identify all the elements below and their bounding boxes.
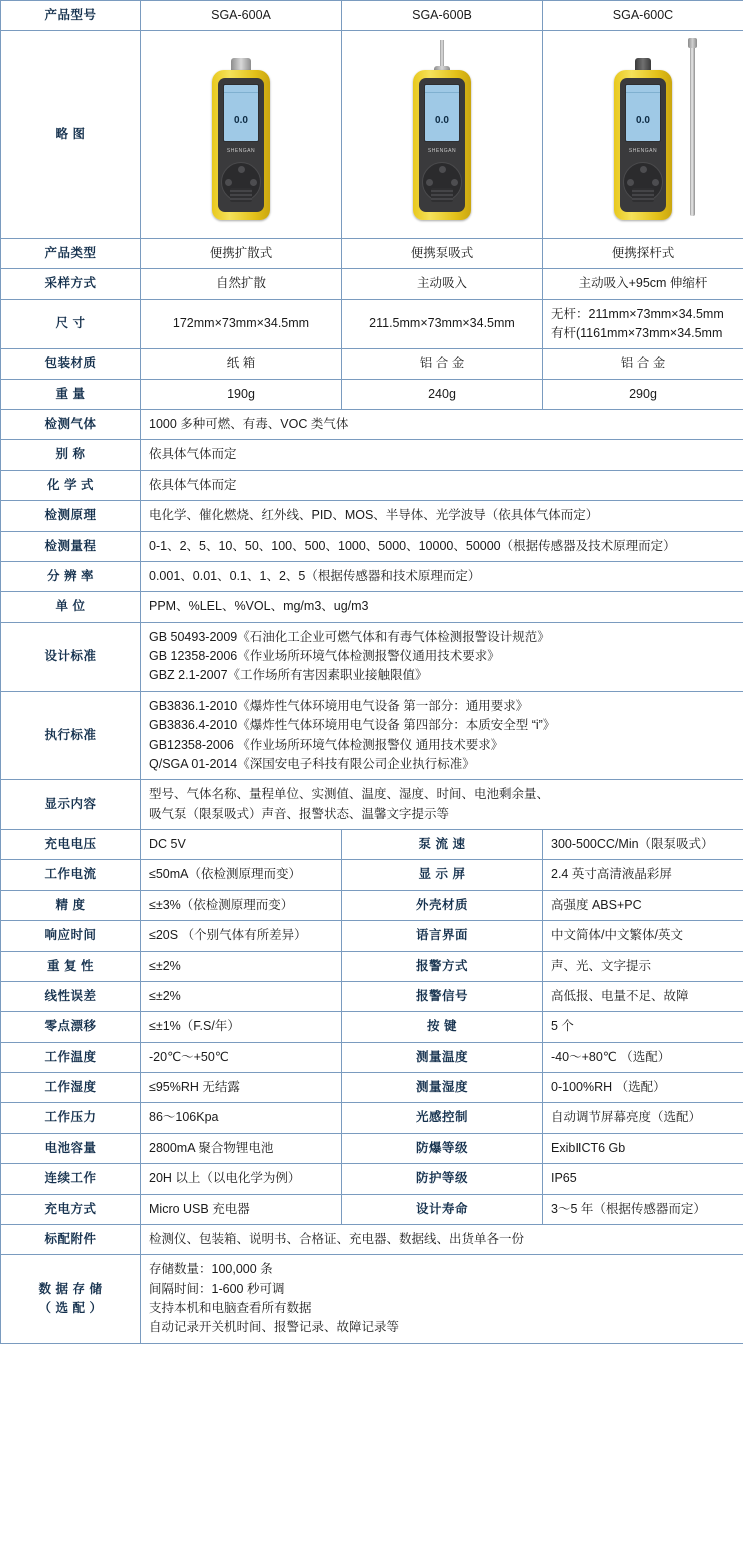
display-content-line-1: 型号、气体名称、量程单位、实测值、温度、湿度、时间、电池剩余量、 [149, 787, 550, 802]
table-row-repeatability [1, 951, 743, 981]
size-c-line2: 有杆(1161mm×73mm×34.5mm [551, 325, 723, 340]
table-row-weight [1, 379, 743, 409]
table-row-range [1, 531, 743, 561]
device-face [419, 78, 465, 212]
table-row-working-current [1, 860, 743, 890]
row-label-principle: 检测原理 [1, 501, 141, 531]
row-label-illustration: 略 图 [1, 31, 141, 238]
sampling-c: 主动吸入+95cm 伸缩杆 [543, 269, 743, 299]
screen-reading-b: 0.0 [435, 115, 449, 127]
row-label-product-type: 产品类型 [1, 238, 141, 268]
table-row-working-humidity [1, 1073, 743, 1103]
product-type-c: 便携探杆式 [543, 238, 743, 268]
table-row-response-time [1, 921, 743, 951]
row-label-working-temperature: 工作温度 [1, 1042, 141, 1072]
sampling-b: 主动吸入 [342, 269, 543, 299]
row-label-keys: 按 键 [342, 1012, 543, 1042]
accessories-value: 检测仪、包装箱、说明书、合格证、充电器、数据线、出货单各一份 [141, 1224, 743, 1254]
portable-diffusion-detector-icon [181, 36, 301, 226]
device-brand-a: SHENGAN [226, 148, 256, 155]
screen-topbar [224, 85, 258, 93]
table-row-working-temperature [1, 1042, 743, 1072]
alarm-signal-value: 高低报、电量不足、故障 [543, 981, 743, 1011]
row-label-accessories: 标配附件 [1, 1224, 141, 1254]
zero-drift-value: ≤±1%（F.S/年） [141, 1012, 342, 1042]
device-screen [625, 84, 661, 142]
row-label-execution-standard: 执行标准 [1, 691, 141, 780]
packing-a: 纸 箱 [141, 349, 342, 379]
working-pressure-value: 86～106Kpa [141, 1103, 342, 1133]
row-label-alarm-signal: 报警信号 [342, 981, 543, 1011]
key-up [640, 166, 647, 173]
row-label-alias: 别 称 [1, 440, 141, 470]
row-label-range: 检测量程 [1, 531, 141, 561]
language-value: 中文简体/中文繁体/英文 [543, 921, 743, 951]
device-brand-b: SHENGAN [427, 148, 457, 155]
design-standard-line-1: GB 50493-2009《石油化工企业可燃气体和有毒气体检测报警设计规范》 [149, 629, 550, 644]
table-row-unit [1, 592, 743, 622]
display-content-value [141, 780, 743, 830]
range-value: 0-1、2、5、10、50、100、500、1000、5000、10000、50000（根据传感器及技术原理而定） [141, 531, 743, 561]
table-row-resolution [1, 561, 743, 591]
table-row-zero-drift [1, 1012, 743, 1042]
charging-mode-value: Micro USB 充电器 [141, 1194, 342, 1224]
repeatability-value: ≤±2% [141, 951, 342, 981]
row-label-charge-voltage: 充电电压 [1, 830, 141, 860]
charge-voltage-value: DC 5V [141, 830, 342, 860]
table-row-model [1, 1, 743, 31]
row-label-design-standard: 设计标准 [1, 622, 141, 691]
probe-tip [688, 38, 697, 48]
device-image-b [342, 31, 543, 238]
row-label-battery-capacity: 电池容量 [1, 1133, 141, 1163]
principle-value: 电化学、催化燃烧、红外线、PID、MOS、半导体、光学波导（依具体气体而定） [141, 501, 743, 531]
table-row-display-content [1, 780, 743, 830]
measure-temperature-value: -40～+80℃ （选配） [543, 1042, 743, 1072]
row-label-display-screen: 显 示 屏 [342, 860, 543, 890]
screen-topbar [425, 85, 459, 93]
resolution-value: 0.001、0.01、0.1、1、2、5（根据传感器和技术原理而定） [141, 561, 743, 591]
row-label-measure-humidity: 测量湿度 [342, 1073, 543, 1103]
row-label-explosion-proof: 防爆等级 [342, 1133, 543, 1163]
row-label-light-control: 光感控制 [342, 1103, 543, 1133]
device-screen [223, 84, 259, 142]
product-type-a: 便携扩散式 [141, 238, 342, 268]
packing-b: 铝 合 金 [342, 349, 543, 379]
table-row-linearity-error [1, 981, 743, 1011]
row-label-linearity-error: 线性误差 [1, 981, 141, 1011]
table-row-battery-capacity [1, 1133, 743, 1163]
row-label-weight: 重 量 [1, 379, 141, 409]
row-label-size: 尺 寸 [1, 299, 141, 349]
row-label-charging-mode: 充电方式 [1, 1194, 141, 1224]
weight-b: 240g [342, 379, 543, 409]
execution-standard-line-2: GB3836.4-2010《爆炸性气体环境用电气设备 第四部分：本质安全型 “i”》 [149, 718, 556, 733]
device-face [620, 78, 666, 212]
linearity-error-value: ≤±2% [141, 981, 342, 1011]
row-label-shell-material: 外壳材质 [342, 890, 543, 920]
packing-c: 铝 合 金 [543, 349, 743, 379]
row-label-response-time: 响应时间 [1, 921, 141, 951]
key-right [250, 179, 257, 186]
row-label-zero-drift: 零点漂移 [1, 1012, 141, 1042]
light-control-value: 自动调节屏幕亮度（选配） [543, 1103, 743, 1133]
device-body [614, 70, 672, 220]
row-label-detect-gas: 检测气体 [1, 410, 141, 440]
key-right [451, 179, 458, 186]
table-row-accuracy [1, 890, 743, 920]
device-face [218, 78, 264, 212]
measure-humidity-value: 0-100%RH （选配） [543, 1073, 743, 1103]
device-body [212, 70, 270, 220]
device-screen [424, 84, 460, 142]
row-label-pump-flow: 泵 流 速 [342, 830, 543, 860]
model-a: SGA-600A [141, 1, 342, 31]
execution-standard-line-3: GB12358-2006 《作业场所环境气体检测报警仪 通用技术要求》 [149, 737, 504, 752]
shell-material-value: 高强度 ABS+PC [543, 890, 743, 920]
table-row-charge-voltage [1, 830, 743, 860]
battery-capacity-value: 2800mA 聚合物锂电池 [141, 1133, 342, 1163]
table-row-data-storage [1, 1255, 743, 1344]
pump-flow-value: 300-500CC/Min（限泵吸式） [543, 830, 743, 860]
device-image-a [141, 31, 342, 238]
model-c: SGA-600C [543, 1, 743, 31]
keys-value: 5 个 [543, 1012, 743, 1042]
protection-grade-value: IP65 [543, 1164, 743, 1194]
sampling-a: 自然扩散 [141, 269, 342, 299]
working-humidity-value: ≤95%RH 无结露 [141, 1073, 342, 1103]
portable-pump-detector-icon [382, 36, 502, 226]
table-row-formula [1, 470, 743, 500]
device-grill [632, 188, 654, 202]
table-row-design-standard [1, 622, 743, 691]
row-label-measure-temperature: 测量温度 [342, 1042, 543, 1072]
data-storage-line-2: 间隔时间：1-600 秒可调 [149, 1281, 285, 1296]
design-standard-line-3: GBZ 2.1-2007《工作场所有害因素职业接触限值》 [149, 668, 428, 683]
row-label-working-humidity: 工作湿度 [1, 1073, 141, 1103]
key-up [439, 166, 446, 173]
weight-a: 190g [141, 379, 342, 409]
screen-reading-c: 0.0 [636, 115, 650, 127]
accuracy-value: ≤±3%（依检测原理而变） [141, 890, 342, 920]
data-storage-line-1: 存储数量：100,000 条 [149, 1262, 273, 1277]
row-label-language: 语言界面 [342, 921, 543, 951]
row-label-working-pressure: 工作压力 [1, 1103, 141, 1133]
key-left [627, 179, 634, 186]
alarm-mode-value: 声、光、文字提示 [543, 951, 743, 981]
device-brand-c: SHENGAN [628, 148, 658, 155]
product-type-b: 便携泵吸式 [342, 238, 543, 268]
key-right [652, 179, 659, 186]
table-row-size [1, 299, 743, 349]
row-label-formula: 化 学 式 [1, 470, 141, 500]
table-row-detect-gas [1, 410, 743, 440]
table-row-packing [1, 349, 743, 379]
data-storage-line-3: 支持本机和电脑查看所有数据 [149, 1301, 312, 1315]
row-label-working-current: 工作电流 [1, 860, 141, 890]
formula-value: 依具体气体而定 [141, 470, 743, 500]
size-c [543, 299, 743, 349]
telescopic-probe-rod [690, 44, 695, 216]
data-storage-label-line-1: 数 据 存 储 [38, 1281, 103, 1296]
execution-standard-line-4: Q/SGA 01-2014《深国安电子科技有限公司企业执行标准》 [149, 756, 475, 771]
row-label-resolution: 分 辨 率 [1, 561, 141, 591]
detect-gas-value: 1000 多种可燃、有毒、VOC 类气体 [141, 410, 743, 440]
working-current-value: ≤50mA（依检测原理而变） [141, 860, 342, 890]
display-content-line-2: 吸气泵（限泵吸式）声音、报警状态、温馨文字提示等 [149, 806, 450, 821]
display-screen-value: 2.4 英寸高清液晶彩屏 [543, 860, 743, 890]
alias-value: 依具体气体而定 [141, 440, 743, 470]
device-grill [230, 188, 252, 202]
row-label-display-content: 显示内容 [1, 780, 141, 830]
working-temperature-value: -20℃～+50℃ [141, 1042, 342, 1072]
unit-value: PPM、%LEL、%VOL、mg/m3、ug/m3 [141, 592, 743, 622]
response-time-value: ≤20S （个别气体有所差异） [141, 921, 342, 951]
screen-reading-a: 0.0 [234, 115, 248, 127]
row-label-packing: 包装材质 [1, 349, 141, 379]
row-label-continuous-work: 连续工作 [1, 1164, 141, 1194]
table-row-working-pressure [1, 1103, 743, 1133]
table-row-accessories [1, 1224, 743, 1254]
key-up [238, 166, 245, 173]
design-life-value: 3～5 年（根据传感器而定） [543, 1194, 743, 1224]
size-a: 172mm×73mm×34.5mm [141, 299, 342, 349]
table-row-charging-mode [1, 1194, 743, 1224]
weight-c: 290g [543, 379, 743, 409]
design-standard-value [141, 622, 743, 691]
row-label-unit: 单 位 [1, 592, 141, 622]
continuous-work-value: 20H 以上（以电化学为例） [141, 1164, 342, 1194]
screen-topbar [626, 85, 660, 93]
data-storage-label-line-2: （ 选 配 ） [38, 1301, 103, 1315]
data-storage-line-4: 自动记录开关机时间、报警记录、故障记录等 [149, 1320, 400, 1335]
size-b: 211.5mm×73mm×34.5mm [342, 299, 543, 349]
key-left [225, 179, 232, 186]
row-label-model: 产品型号 [1, 1, 141, 31]
table-row-principle [1, 501, 743, 531]
row-label-sampling: 采样方式 [1, 269, 141, 299]
table-row-execution-standard [1, 691, 743, 780]
size-c-line1: 无杆：211mm×73mm×34.5mm [551, 306, 724, 321]
row-label-design-life: 设计寿命 [342, 1194, 543, 1224]
execution-standard-line-1: GB3836.1-2010《爆炸性气体环境用电气设备 第一部分：通用要求》 [149, 698, 529, 713]
row-label-data-storage [1, 1255, 141, 1344]
table-row-product-type [1, 238, 743, 268]
key-left [426, 179, 433, 186]
model-b: SGA-600B [342, 1, 543, 31]
device-image-c [543, 31, 743, 238]
explosion-proof-value: ExibⅡCT6 Gb [543, 1133, 743, 1163]
device-grill [431, 188, 453, 202]
table-row-sampling [1, 269, 743, 299]
device-body [413, 70, 471, 220]
row-label-repeatability: 重 复 性 [1, 951, 141, 981]
row-label-alarm-mode: 报警方式 [342, 951, 543, 981]
row-label-protection-grade: 防护等级 [342, 1164, 543, 1194]
design-standard-line-2: GB 12358-2006《作业场所环境气体检测报警仪通用技术要求》 [149, 649, 500, 663]
table-row-continuous-work [1, 1164, 743, 1194]
portable-probe-detector-icon [583, 36, 703, 226]
execution-standard-value [141, 691, 743, 780]
table-row-alias [1, 440, 743, 470]
table-row-illustration [1, 31, 743, 238]
row-label-accuracy: 精 度 [1, 890, 141, 920]
data-storage-value [141, 1255, 743, 1344]
